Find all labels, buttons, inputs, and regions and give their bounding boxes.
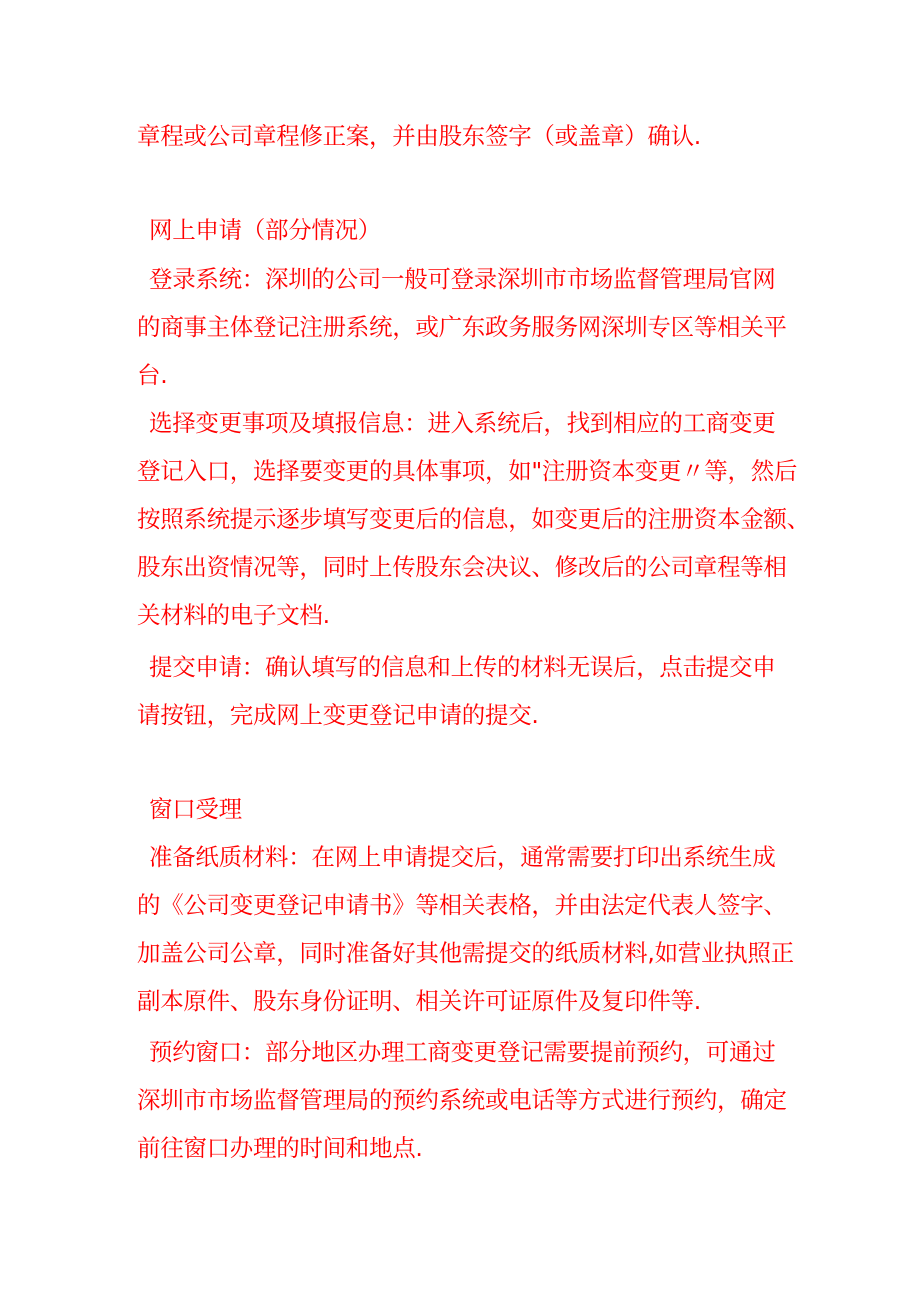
appointment-paragraph-line: 前往窗口办理的时间和地点.: [137, 1134, 423, 1162]
appointment-paragraph-line: 深圳市市场监督管理局的预约系统或电话等方式进行预约，确定: [137, 1086, 787, 1114]
login-paragraph-line: 登录系统：深圳的公司一般可登录深圳市市场监督管理局官网: [149, 265, 776, 293]
prepare-paragraph-line: 加盖公司公章，同时准备好其他需提交的纸质材料,如营业执照正: [137, 939, 794, 967]
select-paragraph-line: 关材料的电子文档.: [137, 601, 330, 629]
login-paragraph-line: 台.: [137, 361, 168, 389]
prepare-paragraph-line: 副本原件、股东身份证明、相关许可证原件及复印件等.: [137, 987, 701, 1015]
prepare-paragraph-line: 的《公司变更登记申请书》等相关表格，并由法定代表人签字、: [137, 891, 787, 919]
select-paragraph-line: 股东出资情况等，同时上传股东会决议、修改后的公司章程等相: [137, 553, 787, 581]
online-heading: 网上申请（部分情况）: [149, 216, 381, 244]
appointment-paragraph-line: 预约窗口：部分地区办理工商变更登记需要提前预约，可通过: [149, 1038, 776, 1066]
submit-paragraph-line: 请按钮，完成网上变更登记申请的提交.: [137, 701, 539, 729]
login-paragraph-line: 的商事主体登记注册系统，或广东政务服务网深圳专区等相关平: [137, 313, 787, 341]
prepare-paragraph-line: 准备纸质材料：在网上申请提交后，通常需要打印出系统生成: [149, 843, 776, 871]
submit-paragraph-line: 提交申请：确认填写的信息和上传的材料无误后，点击提交申: [149, 653, 776, 681]
select-paragraph-line: 按照系统提示逐步填写变更后的信息，如变更后的注册资本金额、: [137, 505, 810, 533]
window-heading: 窗口受理: [149, 795, 242, 823]
select-paragraph-line: 登记入口，选择要变更的具体事项，如"注册资本变更〃等，然后: [137, 457, 798, 485]
intro-line: 章程或公司章程修正案，并由股东签字（或盖章）确认.: [137, 122, 701, 150]
select-paragraph-line: 选择变更事项及填报信息：进入系统后，找到相应的工商变更: [149, 409, 776, 437]
